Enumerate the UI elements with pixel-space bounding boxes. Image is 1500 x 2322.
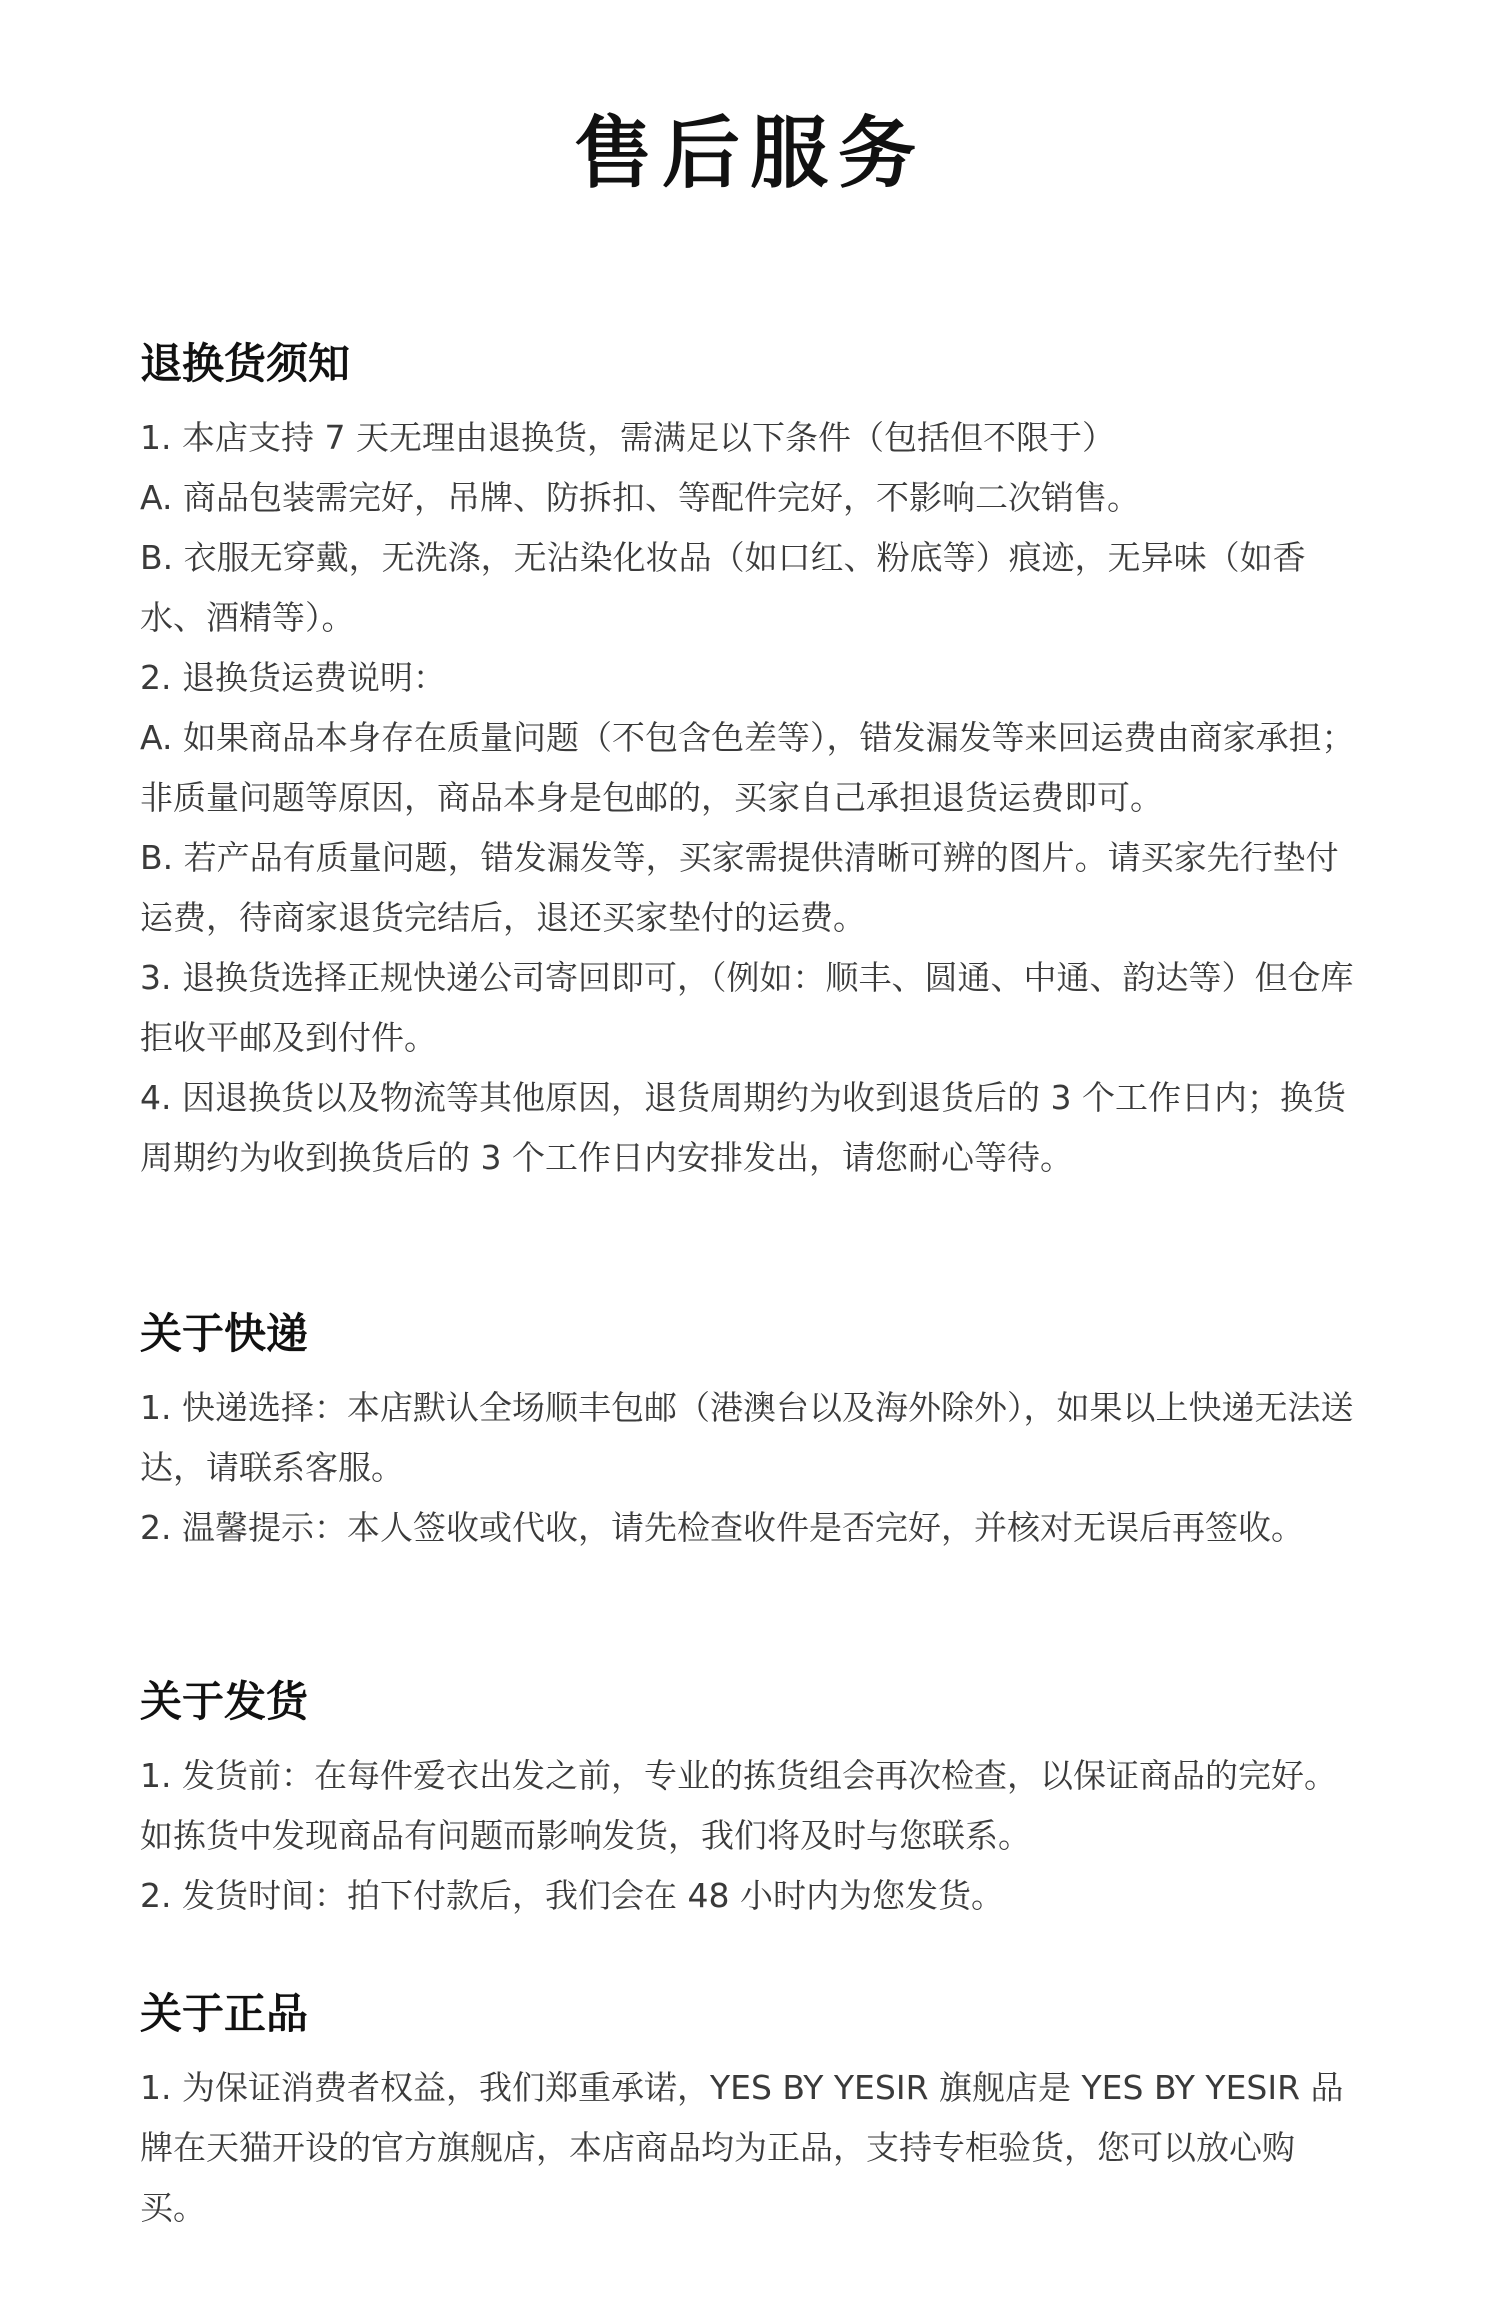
paragraph: A. 商品包装需完好，吊牌、防拆扣、等配件完好，不影响二次销售。 — [140, 478, 1140, 517]
paragraph: B. 衣服无穿戴，无洗涤，无沾染化妆品（如口红、粉底等）痕迹，无异味（如香水、酒精等）。 — [140, 538, 1306, 637]
paragraph: 1. 本店支持 7 天无理由退换货，需满足以下条件（包括但不限于） — [140, 418, 1115, 457]
paragraph: 4. 因退换货以及物流等其他原因，退货周期约为收到退货后的 3 个工作日内；换货周期约为收到换货后的 3 个工作日内安排发出，请您耐心等待。 — [140, 1078, 1346, 1177]
paragraph: A. 如果商品本身存在质量问题（不包含色差等），错发漏发等来回运费由商家承担；非质量问题等原因，商品本身是包邮的，买家自己承担退货运费即可。 — [140, 718, 1355, 817]
section-shipping — [140, 1672, 1360, 1926]
section-returns-exchanges — [140, 334, 1360, 1188]
section-authenticity — [140, 1984, 1360, 2238]
paragraph: 2. 退换货运费说明： — [140, 658, 446, 697]
section-heading: 关于快递 — [140, 1309, 309, 1358]
section-heading: 关于正品 — [140, 1989, 309, 2038]
paragraph: B. 若产品有质量问题，错发漏发等，买家需提供清晰可辨的图片。请买家先行垫付运费，待商家退货完结后，退还买家垫付的运费。 — [140, 838, 1339, 937]
paragraph: 2. 温馨提示：本人签收或代收，请先检查收件是否完好，并核对无误后再签收。 — [140, 1508, 1304, 1547]
paragraph: 1. 为保证消费者权益，我们郑重承诺，YES BY YESIR 旗舰店是 YES BY YESIR 品牌在天猫开设的官方旗舰店，本店商品均为正品，支持专柜验货，您可以放心购买。 — [140, 2068, 1344, 2227]
paragraph: 2. 发货时间：拍下付款后，我们会在 48 小时内为您发货。 — [140, 1876, 1004, 1915]
paragraph: 1. 发货前：在每件爱衣出发之前，专业的拣货组会再次检查，以保证商品的完好。如拣货中发现商品有问题而影响发货，我们将及时与您联系。 — [140, 1756, 1337, 1855]
paragraph: 3. 退换货选择正规快递公司寄回即可，（例如：顺丰、圆通、中通、韵达等）但仓库拒收平邮及到付件。 — [140, 958, 1354, 1057]
section-heading: 退换货须知 — [140, 339, 351, 388]
section-heading: 关于发货 — [140, 1677, 309, 1726]
paragraph: 1. 快递选择：本店默认全场顺丰包邮（港澳台以及海外除外），如果以上快递无法送达，请联系客服。 — [140, 1388, 1354, 1487]
section-express — [140, 1304, 1360, 1558]
page-title: 售后服务 — [573, 109, 926, 199]
